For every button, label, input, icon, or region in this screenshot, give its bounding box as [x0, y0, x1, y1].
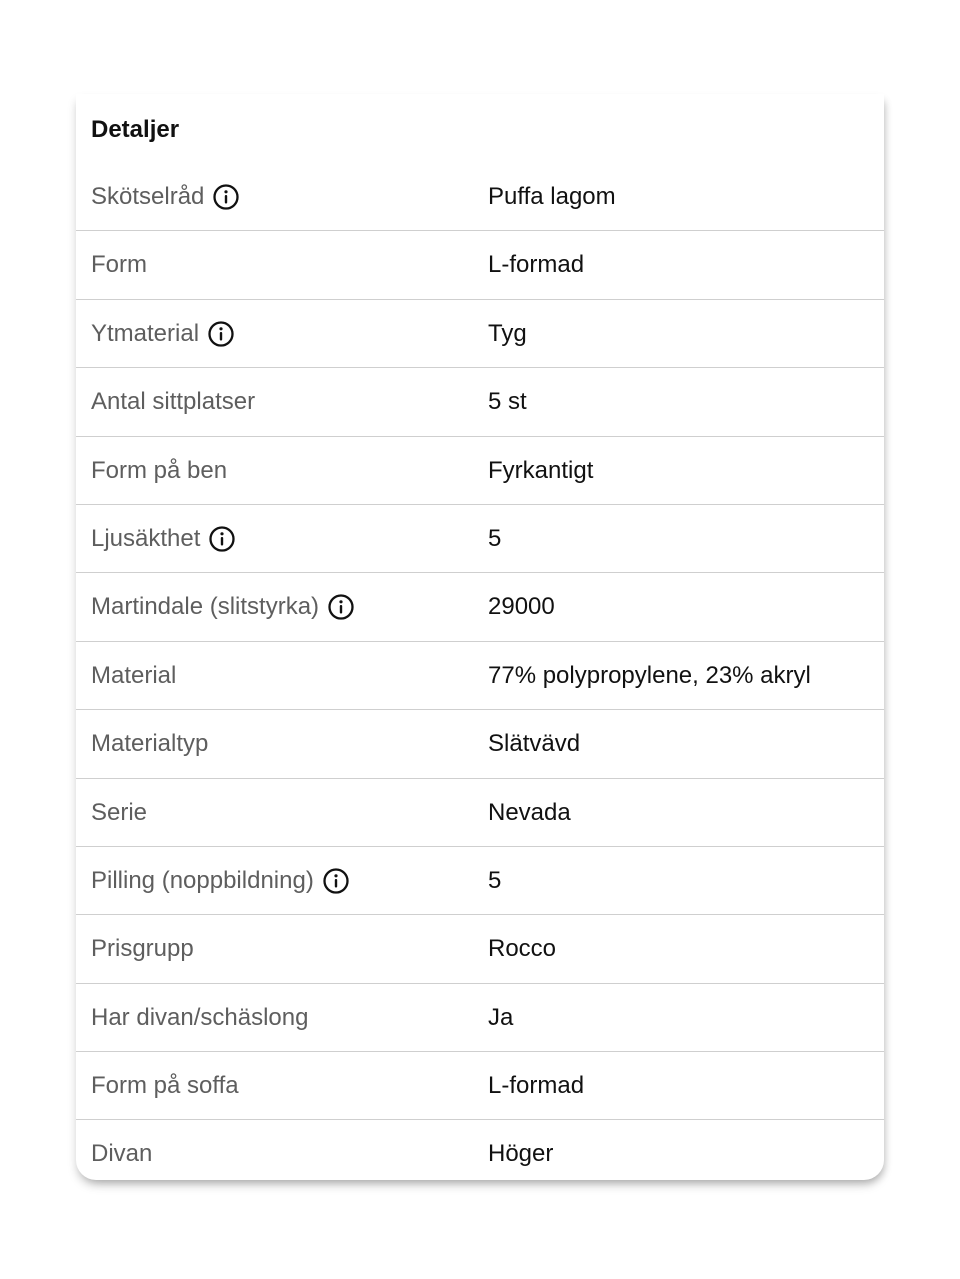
- detail-label-cell: [91, 915, 194, 983]
- detail-label-cell: [91, 642, 176, 710]
- detail-label-cell: [91, 573, 355, 641]
- detail-label: Divan: [91, 1140, 153, 1168]
- info-circle-icon[interactable]: [212, 183, 240, 211]
- detail-label: Ljusäkthet: [91, 524, 201, 552]
- detail-value: L-formad: [488, 1072, 585, 1100]
- info-circle-icon[interactable]: [327, 593, 355, 621]
- detail-row: [76, 368, 884, 436]
- detail-label-cell: [91, 163, 240, 231]
- detail-label-cell: [91, 710, 208, 778]
- info-circle-icon[interactable]: [207, 320, 235, 348]
- detail-row: [76, 1120, 884, 1180]
- detail-label-cell: [91, 1120, 152, 1180]
- detail-label: Ytmaterial: [91, 319, 200, 347]
- detail-row: [76, 1052, 884, 1120]
- detail-label: Materialtyp: [91, 730, 209, 758]
- detail-value: Rocco: [488, 935, 557, 963]
- detail-value: 5: [488, 866, 502, 894]
- detail-value: Puffa lagom: [488, 183, 616, 210]
- detail-value: 5 st: [488, 388, 527, 416]
- detail-row: [76, 710, 884, 778]
- detail-label-cell: [91, 505, 236, 573]
- detail-value: L-formad: [488, 251, 585, 279]
- detail-label: Pilling (noppbildning): [91, 866, 314, 894]
- detail-value: Nevada: [488, 798, 571, 826]
- detail-row: [76, 847, 884, 915]
- details-table: [76, 163, 884, 1180]
- detail-label: Antal sittplatser: [91, 388, 256, 416]
- detail-value: Ja: [488, 1003, 514, 1031]
- detail-label: Form: [91, 251, 147, 279]
- detail-row: [76, 642, 884, 710]
- detail-value: 5: [488, 524, 502, 552]
- detail-label: Martindale (slitstyrka): [91, 593, 320, 621]
- detail-row: [76, 300, 884, 368]
- detail-label: Material: [91, 661, 177, 689]
- detail-label-cell: [91, 231, 147, 299]
- detail-label: Serie: [91, 798, 148, 826]
- info-circle-icon[interactable]: [208, 525, 236, 553]
- detail-value: 77% polypropylene, 23% akryl: [488, 661, 811, 689]
- detail-label-cell: [91, 437, 227, 505]
- detail-row: [76, 231, 884, 299]
- info-circle-icon[interactable]: [322, 867, 350, 895]
- detail-row: [76, 915, 884, 983]
- detail-row: [76, 505, 884, 573]
- detail-row: [76, 437, 884, 505]
- detail-row: [76, 984, 884, 1052]
- detail-label-cell: [91, 847, 350, 915]
- detail-row: [76, 779, 884, 847]
- detail-row: [76, 163, 884, 231]
- detail-label: Form på soffa: [91, 1072, 239, 1100]
- detail-value: Höger: [488, 1140, 554, 1168]
- detail-label: Form på ben: [91, 456, 228, 484]
- detail-value: Tyg: [488, 319, 527, 347]
- detail-label-cell: [91, 779, 147, 847]
- detail-label-cell: [91, 368, 255, 436]
- detail-value: Fyrkantigt: [488, 456, 594, 484]
- section-title: Detaljer: [91, 116, 180, 143]
- detail-label-cell: [91, 984, 308, 1052]
- details-card: [76, 94, 884, 1180]
- detail-label-cell: [91, 300, 235, 368]
- detail-label: Har divan/schäslong: [91, 1003, 309, 1031]
- detail-row: [76, 573, 884, 641]
- detail-label-cell: [91, 1052, 239, 1120]
- detail-value: 29000: [488, 593, 555, 621]
- detail-label: Skötselråd: [91, 183, 205, 210]
- detail-value: Slätvävd: [488, 730, 581, 758]
- detail-label: Prisgrupp: [91, 935, 194, 963]
